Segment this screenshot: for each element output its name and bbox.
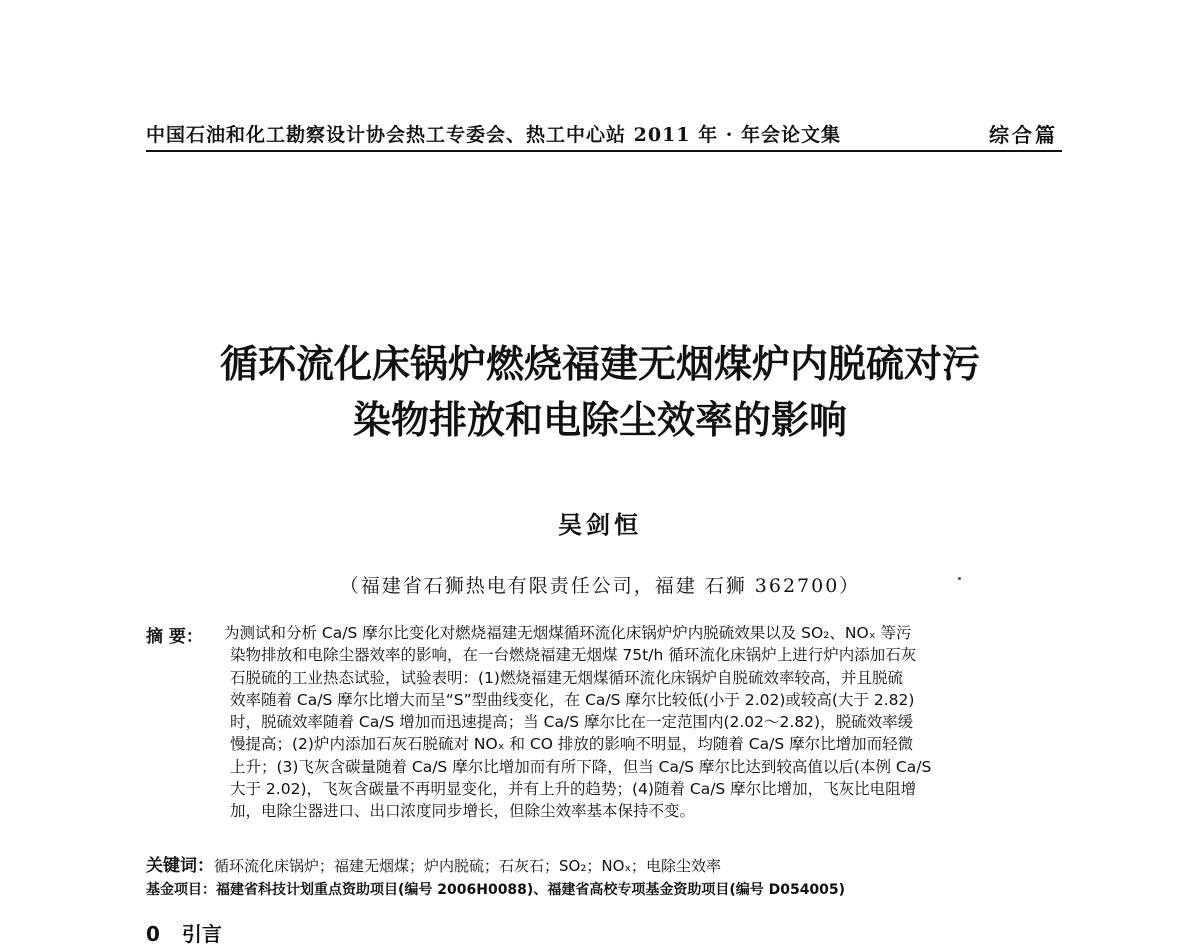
abstract-line: 为测试和分析 Ca/S 摩尔比变化对燃烧福建无烟煤循环流化床锅炉炉内脱硫效果以及 SO₂、NOₓ 等污 (224, 624, 912, 642)
author-affiliation: （福建省石狮热电有限责任公司，福建 石狮 362700） (339, 575, 861, 597)
abstract-line: 石脱硫的工业热态试验，试验表明：(1)燃烧福建无烟煤循环流化床锅炉自脱硫效率较高，并且脱硫 (230, 668, 903, 687)
funding-text: 福建省科技计划重点资助项目(编号 2006H0088)、福建省高校专项基金资助项目(编号 D054005) (216, 882, 846, 898)
title-line-1: 循环流化床锅炉燃烧福建无烟煤炉内脱硫对污 (219, 342, 980, 386)
abstract-line: 大于 2.02)，飞灰含碳量不再明显变化，并有上升的趋势；(4)随着 Ca/S 摩尔比增加，飞灰比电阻增 (230, 780, 917, 799)
abstract-line: 染物排放和电除尘器效率的影响，在一台燃烧福建无烟煤 75t/h 循环流化床锅炉上进行炉内添加石灰 (230, 646, 917, 665)
funding-label: 基金项目： (146, 882, 216, 898)
abstract-label: 摘 要： (146, 627, 203, 647)
header-proceedings-title: 中国石油和化工勘察设计协会热工专委会、热工中心站 2011 年 · 年会论文集 (146, 124, 841, 146)
abstract-line: 上升；(3)飞灰含碳量随着 Ca/S 摩尔比增加而有所下降，但当 Ca/S 摩尔比达到较高值以后(本例 Ca/S (230, 757, 932, 776)
section-heading (146, 918, 222, 947)
author-name: 吴剑恒 (558, 510, 642, 539)
running-header (146, 114, 1062, 152)
abstract (146, 622, 1062, 823)
section-title: 引言 (181, 922, 222, 946)
paper-title (120, 336, 1080, 448)
section-number: 0 (146, 922, 160, 946)
keywords (146, 851, 1062, 876)
scan-speck (958, 577, 961, 580)
abstract-line: 时，脱硫效率随着 Ca/S 增加而迅速提高；当 Ca/S 摩尔比在一定范围内(2.02～2.82)，脱硫效率缓 (230, 713, 914, 732)
keywords-label: 关键词： (146, 856, 214, 876)
funding-info (146, 879, 1062, 899)
abstract-body (224, 622, 1062, 823)
abstract-line: 慢提高；(2)炉内添加石灰石脱硫对 NOₓ 和 CO 排放的影响不明显，均随着 Ca/S 摩尔比增加而轻微 (230, 735, 914, 754)
abstract-line: 效率随着 Ca/S 摩尔比增大而呈“S”型曲线变化，在 Ca/S 摩尔比较低(小于 2.02)或较高(大于 2.82) (230, 690, 915, 709)
abstract-line: 加，电除尘器进口、出口浓度同步增长，但除尘效率基本保持不变。 (230, 802, 696, 821)
title-line-2: 染物排放和电除尘效率的影响 (352, 398, 847, 442)
keywords-text: 循环流化床锅炉；福建无烟煤；炉内脱硫；石灰石；SO₂；NOₓ；电除尘效率 (214, 857, 722, 875)
header-section-name: 综合篇 (989, 123, 1058, 147)
